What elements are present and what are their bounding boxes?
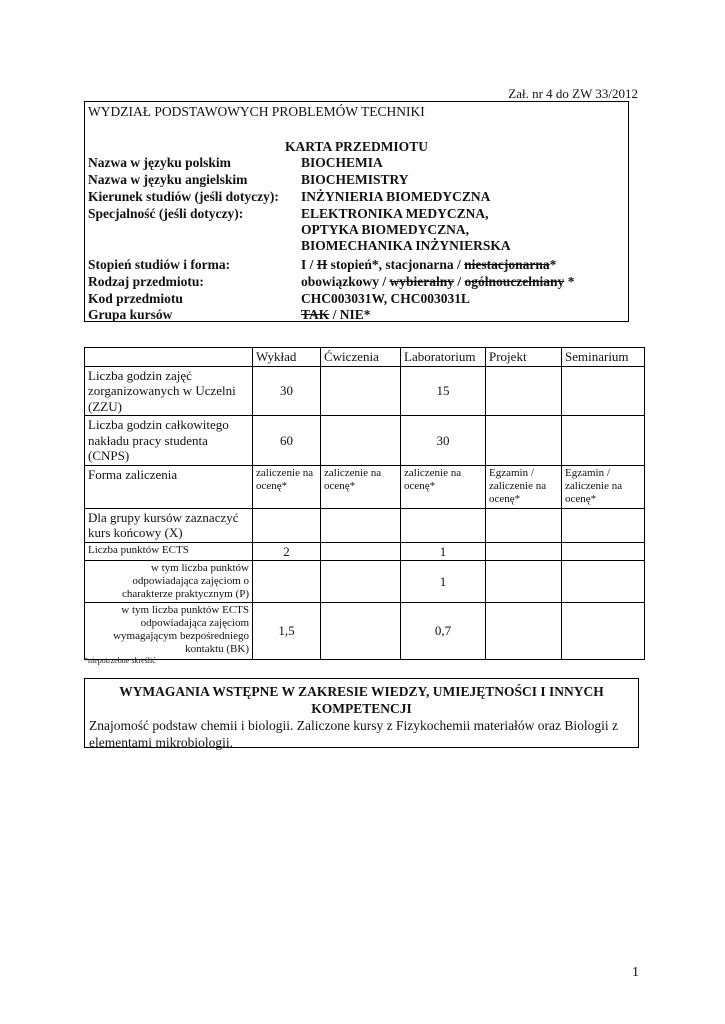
- table-cell: [486, 508, 562, 542]
- info-row-degree: [88, 257, 556, 273]
- info-value: CHC003031W, CHC003031L: [301, 291, 471, 306]
- info-label: Kierunek studiów (jeśli dotyczy):: [88, 189, 279, 204]
- table-cell: [321, 561, 401, 603]
- table-cell: 60: [253, 416, 321, 466]
- table-cell: [562, 508, 645, 542]
- struck-option: wybieralny: [389, 274, 455, 289]
- table-cell: [562, 542, 645, 561]
- page-number: 1: [632, 965, 639, 980]
- table-cell: 1: [401, 561, 486, 603]
- struck-option: II: [316, 257, 328, 272]
- attachment-note: Zał. nr 4 do ZW 33/2012: [508, 86, 638, 101]
- info-label: Nazwa w języku polskim: [88, 155, 231, 170]
- row-label: Dla grupy kursów zaznaczyć kurs końcowy (X): [85, 508, 253, 542]
- table-row: [85, 416, 645, 466]
- table-cell: Egzamin / zaliczenie na ocenę*: [562, 465, 645, 508]
- table-cell: [253, 508, 321, 542]
- struck-option: TAK: [301, 307, 330, 322]
- table-cell: [401, 508, 486, 542]
- faculty-name: WYDZIAŁ PODSTAWOWYCH PROBLEMÓW TECHNIKI: [88, 104, 425, 119]
- table-cell: 2: [253, 542, 321, 561]
- info-row-name-en: [88, 172, 409, 188]
- table-cell: [486, 603, 562, 660]
- info-value: I / II stopień*, stacjonarna / niestacjonarna*: [301, 257, 557, 272]
- table-cell: [321, 542, 401, 561]
- row-label: Liczba punktów ECTS: [85, 542, 253, 561]
- info-label: Rodzaj przedmiotu:: [88, 274, 204, 289]
- table-cell: zaliczenie na ocenę*: [401, 465, 486, 508]
- info-row-type: [88, 274, 574, 290]
- table-cell: Egzamin / zaliczenie na ocenę*: [486, 465, 562, 508]
- info-label: Specjalność (jeśli dotyczy):: [88, 206, 244, 221]
- table-row: [85, 508, 645, 542]
- info-value: BIOCHEMISTRY: [301, 172, 409, 187]
- row-label: Liczba godzin całkowitego nakładu pracy studenta (CNPS): [85, 416, 253, 466]
- table-cell: 1,5: [253, 603, 321, 660]
- hours-table: [84, 347, 645, 660]
- row-label: Forma zaliczenia: [85, 465, 253, 508]
- info-value: obowiązkowy / wybieralny / ogólnouczelniany *: [301, 274, 575, 289]
- table-row: [85, 465, 645, 508]
- info-value: [301, 206, 511, 254]
- spec-line: BIOMECHANIKA INŻYNIERSKA: [301, 238, 511, 253]
- table-header-cell: [85, 348, 253, 367]
- info-label: Grupa kursów: [88, 307, 173, 322]
- info-value: BIOCHEMIA: [301, 155, 383, 170]
- table-cell: [486, 542, 562, 561]
- course-card-header: [84, 101, 629, 322]
- table-header-cell: Wykład: [253, 348, 321, 367]
- info-row-specialty: [88, 206, 511, 254]
- table-cell: [321, 508, 401, 542]
- requirements-text: Znajomość podstaw chemii i biologii. Zaliczone kursy z Fizykochemii materiałów oraz Biologii z elementami mikrobiologii.: [89, 718, 618, 750]
- struck-option: ogólnouczelniany: [464, 274, 565, 289]
- table-row: [85, 542, 645, 561]
- table-row: [85, 366, 645, 416]
- info-value: TAK / NIE*: [301, 307, 371, 322]
- requirements-box: [84, 678, 639, 748]
- table-cell: zaliczenie na ocenę*: [321, 465, 401, 508]
- requirements-title: WYMAGANIA WSTĘPNE W ZAKRESIE WIEDZY, UMIEJĘTNOŚCI I INNYCH KOMPETENCJI: [119, 684, 604, 716]
- row-label: Liczba godzin zajęć zorganizowanych w Uczelni (ZZU): [85, 366, 253, 416]
- table-header-cell: Projekt: [486, 348, 562, 367]
- info-label: Kod przedmiotu: [88, 291, 183, 306]
- spec-line: ELEKTRONIKA MEDYCZNA,: [301, 206, 489, 221]
- spec-line: OPTYKA BIOMEDYCZNA,: [301, 222, 470, 237]
- info-row-field: [88, 189, 490, 205]
- table-cell: 15: [401, 366, 486, 416]
- table-cell: [486, 366, 562, 416]
- info-row-group: [88, 307, 371, 323]
- info-row-code: [88, 291, 470, 307]
- row-label: w tym liczba punktów ECTS odpowiadająca zajęciom wymagającym bezpośredniego kontaktu (BK): [85, 603, 253, 660]
- table-cell: 30: [401, 416, 486, 466]
- struck-option: niestacjonarna: [464, 257, 550, 272]
- row-label: w tym liczba punktów odpowiadająca zajęciom o charakterze praktycznym (P): [85, 561, 253, 603]
- table-cell: 0,7: [401, 603, 486, 660]
- card-title: KARTA PRZEDMIOTU: [285, 139, 428, 154]
- table-header-cell: Seminarium: [562, 348, 645, 367]
- table-cell: [253, 561, 321, 603]
- table-header-cell: Ćwiczenia: [321, 348, 401, 367]
- table-cell: [486, 561, 562, 603]
- table-cell: [562, 416, 645, 466]
- table-cell: [321, 366, 401, 416]
- table-cell: [321, 416, 401, 466]
- info-value: INŻYNIERIA BIOMEDYCZNA: [301, 189, 491, 204]
- table-cell: [321, 603, 401, 660]
- table-cell: 30: [253, 366, 321, 416]
- table-header-row: [85, 348, 645, 367]
- table-header-cell: Laboratorium: [401, 348, 486, 367]
- table-cell: 1: [401, 542, 486, 561]
- table-cell: [562, 366, 645, 416]
- table-cell: [486, 416, 562, 466]
- table-cell: zaliczenie na ocenę*: [253, 465, 321, 508]
- info-label: Nazwa w języku angielskim: [88, 172, 248, 187]
- info-row-name-pl: [88, 155, 383, 171]
- table-cell: [562, 561, 645, 603]
- footnote: *niepotrzebne skreślić: [84, 656, 156, 665]
- table-row: [85, 603, 645, 660]
- table-row: [85, 561, 645, 603]
- info-label: Stopień studiów i forma:: [88, 257, 231, 272]
- table-cell: [562, 603, 645, 660]
